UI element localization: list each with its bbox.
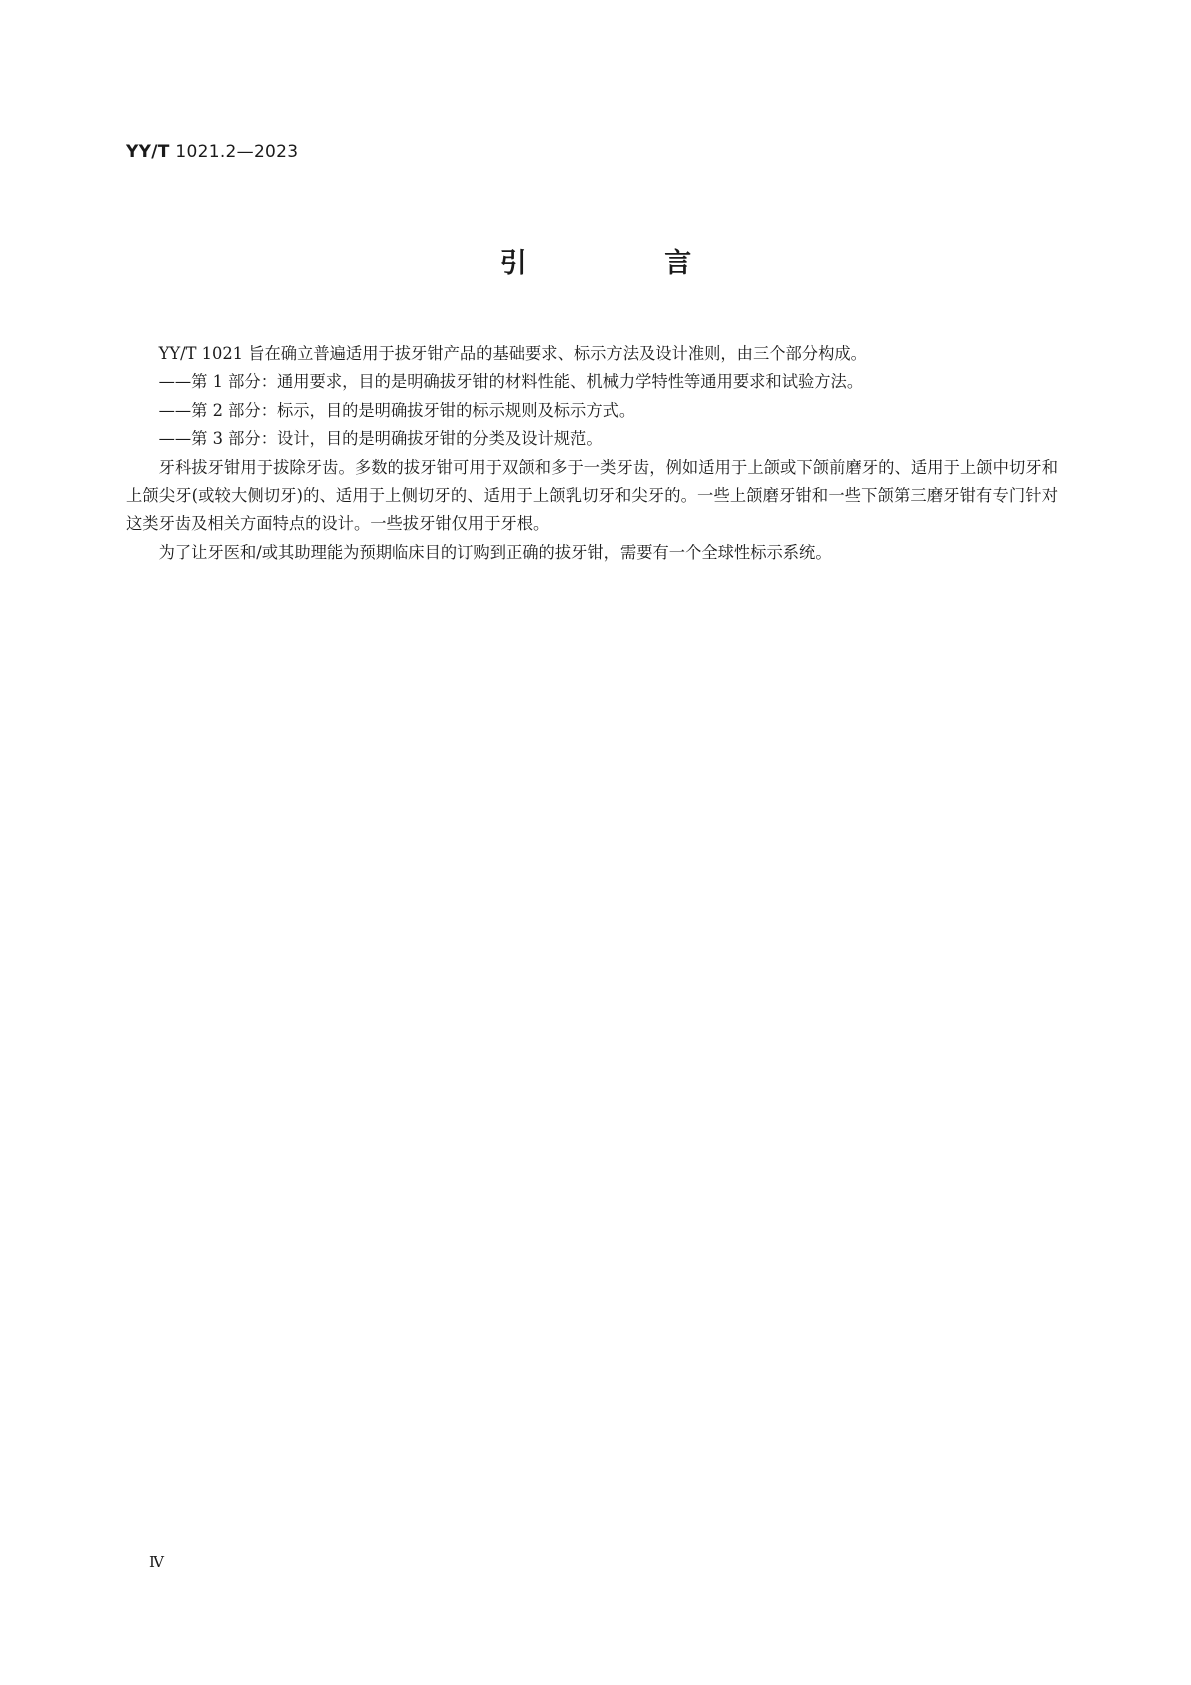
paragraph-labeling-system: 为了让牙医和/或其助理能为预期临床目的订购到正确的拔牙钳，需要有一个全球性标示系统。 (158, 542, 832, 562)
page-number: Ⅳ (149, 1553, 164, 1571)
paragraph-scope: YY/T 1021 旨在确立普遍适用于拔牙钳产品的基础要求、标示方法及设计准则，由三个部分构成。 (158, 344, 867, 363)
paragraph-part-1: ——第 1 部分：通用要求，目的是明确拔牙钳的材料性能、机械力学特性等通用要求和试验方法。 (158, 372, 864, 392)
paragraph-forceps-usage: 牙科拔牙钳用于拔除牙齿。多数的拔牙钳可用于双颌和多于一类牙齿，例如适用于上颌或下颌前磨牙的、适用于上颌中切牙和上颌尖牙(或较大侧切牙)的、适用于上侧切牙的、适用于上颌乳切牙和尖牙的。一些上颌磨牙钳和一些下颌第三磨牙钳有专门针对这类牙齿及相关方面特点的设计。一些拔牙钳仅用于牙根。 (126, 457, 1058, 534)
introduction-body (126, 340, 1058, 567)
document-code-number: 1021.2—2023 (175, 142, 299, 162)
document-code (126, 142, 298, 162)
page-title: 引 言 (499, 248, 756, 279)
paragraph-part-3: ——第 3 部分：设计，目的是明确拔牙钳的分类及设计规范。 (158, 429, 603, 449)
paragraph-part-2: ——第 2 部分：标示，目的是明确拔牙钳的标示规则及标示方式。 (158, 400, 636, 420)
document-code-prefix: YY/T (126, 142, 170, 162)
